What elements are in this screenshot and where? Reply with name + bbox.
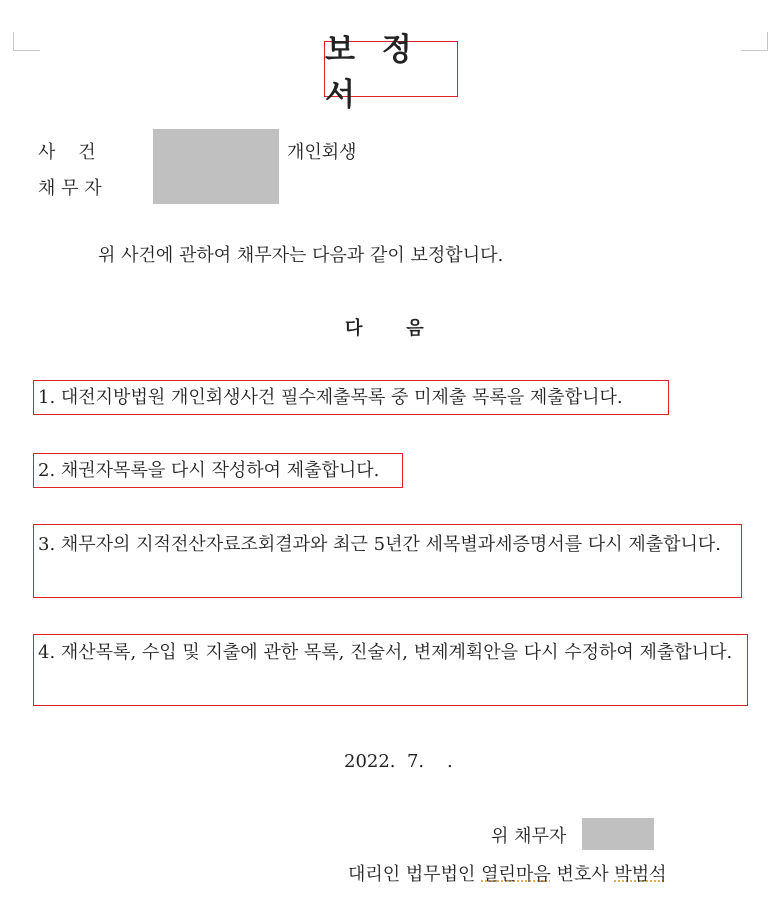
agent-firm: 열린마음 — [481, 864, 551, 885]
date-text: 2022. 7. . — [344, 751, 453, 772]
agent-line — [348, 860, 667, 886]
crop-mark-right — [741, 32, 768, 51]
redacted-signer-name — [582, 818, 654, 850]
agent-prefix: 대리인 법무법인 — [348, 864, 482, 885]
item-2-text: 2. 채권자목록을 다시 작성하여 제출합니다. — [38, 460, 380, 481]
redacted-case-info — [153, 129, 279, 204]
agent-middle: 변호사 — [550, 864, 615, 885]
intro-text: 위 사건에 관하여 채무자는 다음과 같이 보정합니다. — [98, 245, 504, 266]
item-3-text: 3. 채무자의 지적전산자료조회결과와 최근 5년간 세목별과세증명서를 다시 제출합니다. — [38, 534, 721, 555]
item-1-text: 1. 대전지방법원 개인회생사건 필수제출목록 중 미제출 목록을 제출합니다. — [38, 387, 623, 408]
document-title: 보 정 서 — [325, 32, 420, 113]
signer-label: 위 채무자 — [491, 826, 567, 847]
crop-mark-left — [13, 32, 40, 51]
case-type: 개인회생 — [287, 142, 357, 163]
agent-name: 박범석 — [614, 864, 667, 885]
item-4-text: 4. 재산목록, 수입 및 지출에 관한 목록, 진술서, 변제계획안을 다시 수정하여 제출합니다. — [38, 642, 733, 663]
heading-text: 다 음 — [345, 318, 424, 339]
debtor-label: 채 무 자 — [38, 178, 102, 199]
case-label: 사 건 — [38, 142, 96, 163]
title-box — [324, 32, 458, 113]
